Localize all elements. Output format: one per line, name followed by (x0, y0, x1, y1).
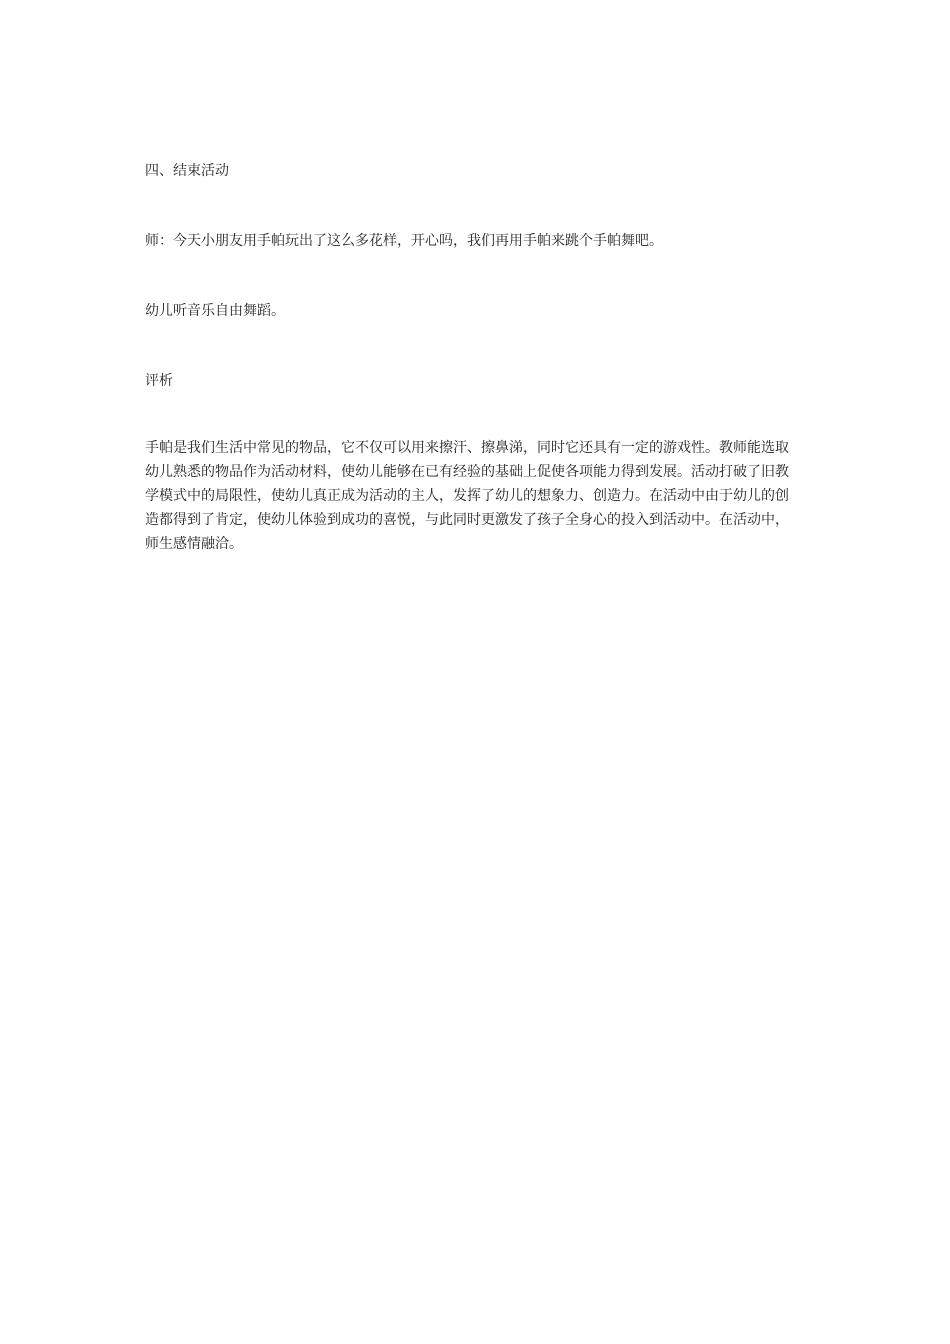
teacher-line: 师：今天小朋友用手帕玩出了这么多花样，开心吗，我们再用手帕来跳个手帕舞吧。 (145, 233, 663, 249)
review-label: 评析 (145, 373, 173, 389)
review-line: 手帕是我们生活中常见的物品，它不仅可以用来擦汗、擦鼻涕，同时它还具有一定的游戏性。教师能选取 (145, 440, 789, 456)
section-heading: 四、结束活动 (145, 163, 229, 179)
review-line: 造都得到了肯定，使幼儿体验到成功的喜悦，与此同时更激发了孩子全身心的投入到活动中。在活动中， (145, 512, 789, 528)
review-line: 幼儿熟悉的物品作为活动材料，使幼儿能够在已有经验的基础上促使各项能力得到发展。活动打破了旧教 (145, 464, 789, 480)
review-line: 学模式中的局限性，使幼儿真正成为活动的主人，发挥了幼儿的想象力、创造力。在活动中由于幼儿的创 (145, 488, 789, 504)
review-line: 师生感情融洽。 (145, 536, 243, 552)
review-paragraph (145, 436, 810, 556)
child-line: 幼儿听音乐自由舞蹈。 (145, 303, 285, 319)
